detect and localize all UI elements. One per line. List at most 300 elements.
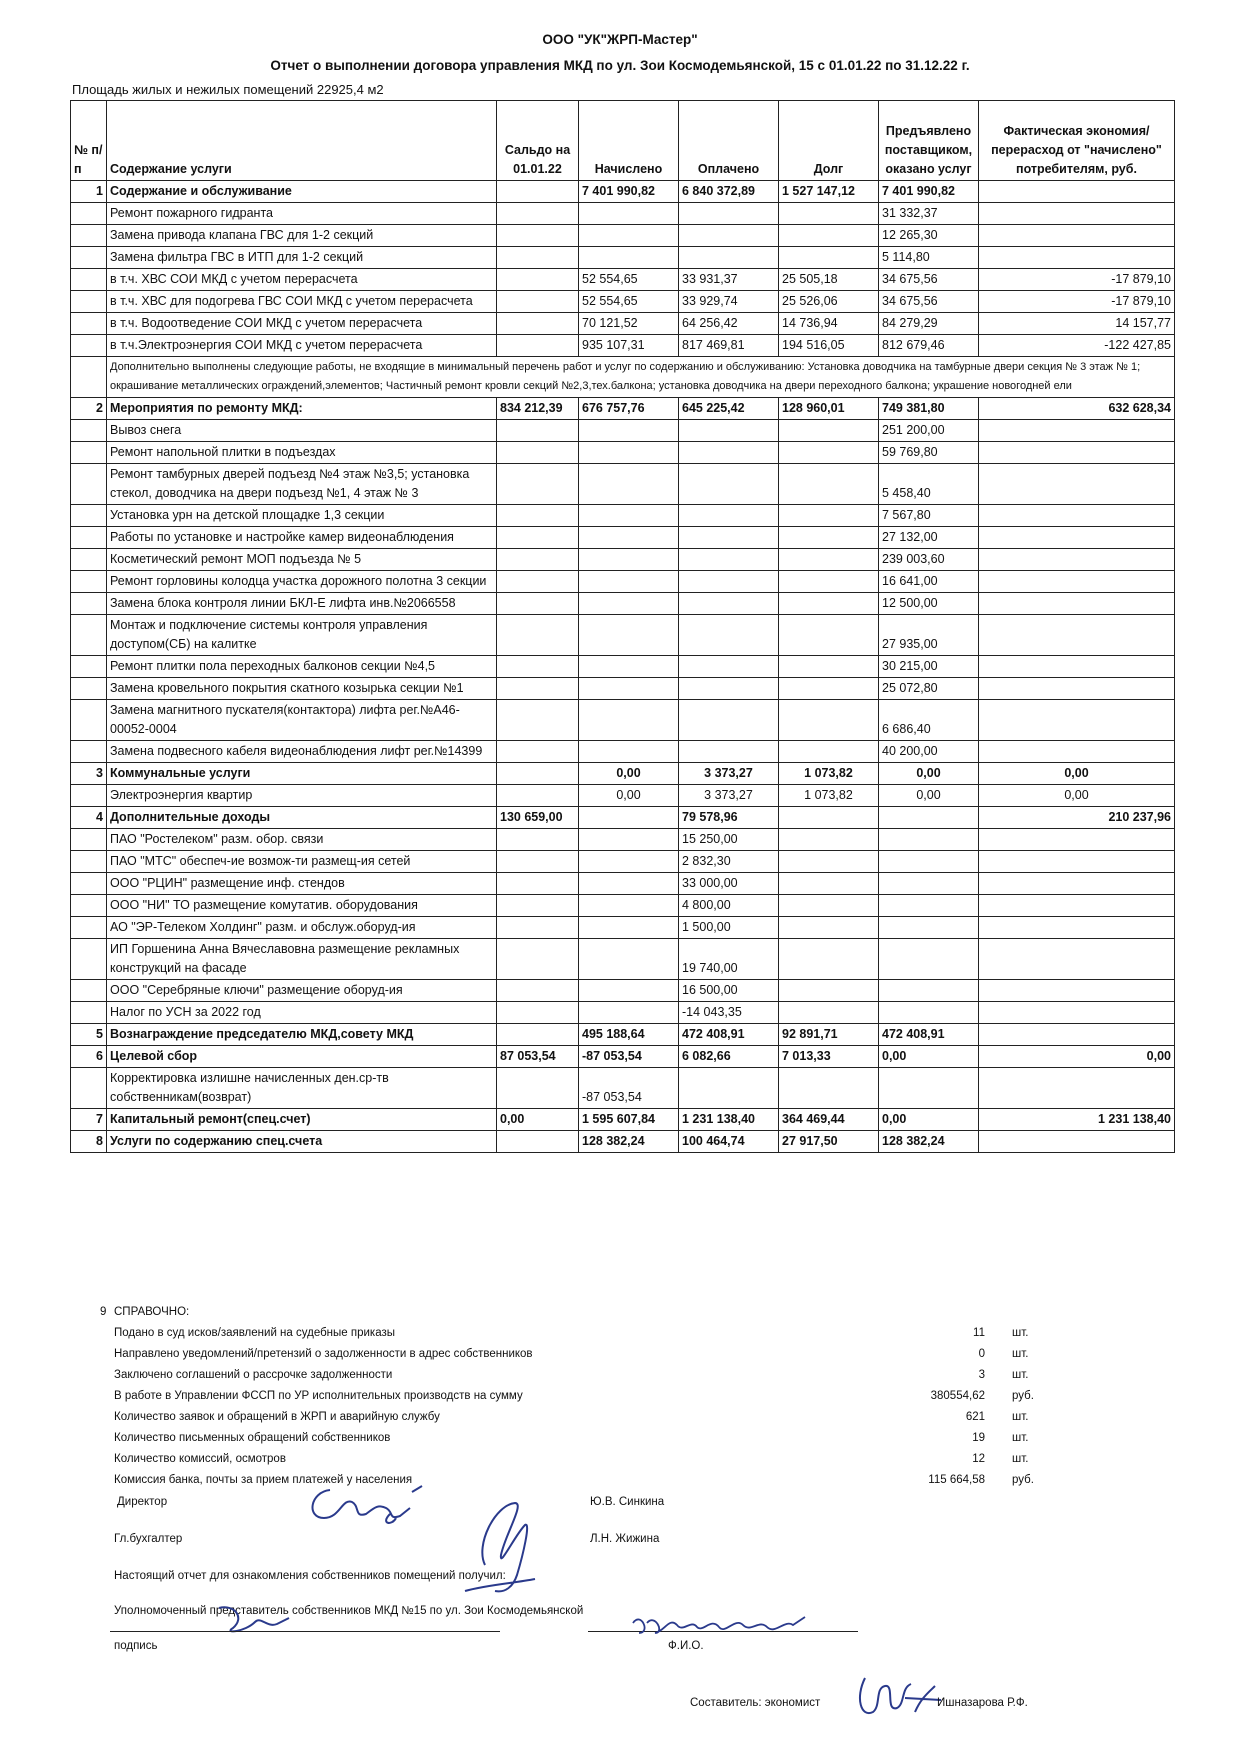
reference-item-unit: шт. xyxy=(1012,1348,1029,1360)
reference-item-unit: шт. xyxy=(1012,1453,1029,1465)
cell-debt: 194 516,05 xyxy=(779,335,879,357)
cell-actual xyxy=(979,203,1175,225)
cell-presented: 749 381,80 xyxy=(879,398,979,420)
cell-charged xyxy=(579,615,679,656)
reference-item-label: Подано в суд исков/заявлений на судебные приказы xyxy=(114,1327,396,1339)
cell-num: 5 xyxy=(71,1024,107,1046)
cell-name: Электроэнергия квартир xyxy=(107,785,497,807)
cell-num xyxy=(71,873,107,895)
cell-saldo xyxy=(497,1024,579,1046)
cell-actual xyxy=(979,895,1175,917)
cell-actual xyxy=(979,181,1175,203)
cell-paid: 79 578,96 xyxy=(679,807,779,829)
cell-charged xyxy=(579,678,679,700)
cell-name: Монтаж и подключение системы контроля управления доступом(СБ) на калитке xyxy=(107,615,497,656)
table-row xyxy=(71,203,1175,225)
report-table xyxy=(70,100,1175,1153)
cell-paid xyxy=(679,420,779,442)
reference-item-unit: шт. xyxy=(1012,1411,1029,1423)
director-label: Директор xyxy=(117,1496,168,1508)
cell-presented xyxy=(879,851,979,873)
cell-presented xyxy=(879,980,979,1002)
cell-debt: 92 891,71 xyxy=(779,1024,879,1046)
cell-name: Замена блока контроля линии БКЛ-Е лифта инв.№2066558 xyxy=(107,593,497,615)
cell-num xyxy=(71,527,107,549)
cell-paid: -14 043,35 xyxy=(679,1002,779,1024)
table-row xyxy=(71,571,1175,593)
director-name: Ю.В. Синкина xyxy=(590,1496,665,1508)
cell-presented: 812 679,46 xyxy=(879,335,979,357)
cell-presented: 0,00 xyxy=(879,1046,979,1068)
cell-debt xyxy=(779,851,879,873)
cell-paid: 100 464,74 xyxy=(679,1131,779,1153)
cell-saldo xyxy=(497,851,579,873)
cell-paid: 3 373,27 xyxy=(679,763,779,785)
cell-name: Ремонт плитки пола переходных балконов секции №4,5 xyxy=(107,656,497,678)
cell-paid: 1 231 138,40 xyxy=(679,1109,779,1131)
cell-num xyxy=(71,980,107,1002)
table-row xyxy=(71,1024,1175,1046)
cell-presented: 0,00 xyxy=(879,1109,979,1131)
cell-charged xyxy=(579,203,679,225)
cell-paid xyxy=(679,505,779,527)
cell-saldo xyxy=(497,269,579,291)
cell-saldo xyxy=(497,247,579,269)
cell-paid xyxy=(679,656,779,678)
cell-paid xyxy=(679,549,779,571)
cell-paid xyxy=(679,1068,779,1109)
col-actual-header: Фактическая экономия/перерасход от "начислено" потребителям, руб. xyxy=(979,101,1175,181)
cell-paid xyxy=(679,464,779,505)
cell-num xyxy=(71,656,107,678)
cell-num xyxy=(71,549,107,571)
cell-name: в т.ч. ХВС для подогрева ГВС СОИ МКД с учетом перерасчета xyxy=(107,291,497,313)
compiler-label: Составитель: экономист xyxy=(690,1697,821,1709)
table-row xyxy=(71,225,1175,247)
cell-presented: 16 641,00 xyxy=(879,571,979,593)
cell-debt xyxy=(779,939,879,980)
cell-paid: 16 500,00 xyxy=(679,980,779,1002)
cell-charged xyxy=(579,225,679,247)
fio-caption: Ф.И.О. xyxy=(668,1640,704,1652)
cell-presented: 239 003,60 xyxy=(879,549,979,571)
cell-num xyxy=(71,851,107,873)
cell-debt: 1 073,82 xyxy=(779,763,879,785)
cell-saldo xyxy=(497,1002,579,1024)
cell-debt: 25 526,06 xyxy=(779,291,879,313)
cell-name: Замена привода клапана ГВС для 1-2 секций xyxy=(107,225,497,247)
cell-presented: 40 200,00 xyxy=(879,741,979,763)
cell-presented: 6 686,40 xyxy=(879,700,979,741)
cell-name: Корректировка излишне начисленных ден.ср-тв собственникам(возврат) xyxy=(107,1068,497,1109)
cell-debt: 364 469,44 xyxy=(779,1109,879,1131)
acknowledgement-text: Настоящий отчет для ознакомления собственников помещений получил: xyxy=(114,1570,506,1582)
cell-charged xyxy=(579,851,679,873)
cell-charged: 52 554,65 xyxy=(579,291,679,313)
representative-handwritten-name xyxy=(625,1605,815,1641)
cell-saldo xyxy=(497,203,579,225)
table-row xyxy=(71,527,1175,549)
cell-saldo xyxy=(497,1131,579,1153)
note-empty-cell xyxy=(71,357,107,398)
table-row xyxy=(71,1068,1175,1109)
table-row xyxy=(71,593,1175,615)
reference-item-value: 380554,62 xyxy=(930,1390,985,1402)
cell-charged xyxy=(579,917,679,939)
cell-presented xyxy=(879,917,979,939)
reference-item-value: 12 xyxy=(972,1453,985,1465)
cell-num: 8 xyxy=(71,1131,107,1153)
cell-charged: 7 401 990,82 xyxy=(579,181,679,203)
signature-line xyxy=(110,1631,500,1632)
cell-presented: 0,00 xyxy=(879,785,979,807)
table-row xyxy=(71,442,1175,464)
table-row xyxy=(71,464,1175,505)
cell-debt xyxy=(779,420,879,442)
cell-actual xyxy=(979,851,1175,873)
cell-debt xyxy=(779,917,879,939)
cell-num: 2 xyxy=(71,398,107,420)
cell-debt: 14 736,94 xyxy=(779,313,879,335)
cell-debt xyxy=(779,700,879,741)
cell-charged: 128 382,24 xyxy=(579,1131,679,1153)
cell-presented: 5 114,80 xyxy=(879,247,979,269)
cell-saldo xyxy=(497,895,579,917)
table-row xyxy=(71,829,1175,851)
cell-debt: 7 013,33 xyxy=(779,1046,879,1068)
reference-item xyxy=(100,1369,1040,1390)
cell-name: АО "ЭР-Телеком Холдинг" разм. и обслуж.оборуд-ия xyxy=(107,917,497,939)
cell-saldo xyxy=(497,763,579,785)
cell-actual: 0,00 xyxy=(979,785,1175,807)
cell-actual xyxy=(979,442,1175,464)
accountant-name: Л.Н. Жижина xyxy=(590,1533,660,1545)
table-row xyxy=(71,398,1175,420)
reference-title: СПРАВОЧНО: xyxy=(114,1306,190,1318)
cell-paid: 645 225,42 xyxy=(679,398,779,420)
cell-debt: 27 917,50 xyxy=(779,1131,879,1153)
cell-num xyxy=(71,505,107,527)
cell-name: Ремонт тамбурных дверей подъезд №4 этаж №3,5; установка стекол, доводчика на двери подъезд №1, 4 этаж № 3 xyxy=(107,464,497,505)
cell-name: Замена кровельного покрытия скатного козырька секции №1 xyxy=(107,678,497,700)
cell-paid: 6 840 372,89 xyxy=(679,181,779,203)
table-row xyxy=(71,1109,1175,1131)
cell-num xyxy=(71,203,107,225)
cell-presented: 0,00 xyxy=(879,763,979,785)
cell-saldo: 0,00 xyxy=(497,1109,579,1131)
cell-actual xyxy=(979,741,1175,763)
cell-num xyxy=(71,939,107,980)
reference-item-label: Заключено соглашений о рассрочке задолженности xyxy=(114,1369,393,1381)
reference-item xyxy=(100,1432,1040,1453)
cell-debt: 1 527 147,12 xyxy=(779,181,879,203)
cell-name: ПАО "Ростелеком" разм. обор. связи xyxy=(107,829,497,851)
cell-charged: 0,00 xyxy=(579,763,679,785)
cell-charged xyxy=(579,895,679,917)
cell-name: ИП Горшенина Анна Вячеславовна размещение рекламных конструкций на фасаде xyxy=(107,939,497,980)
cell-charged: -87 053,54 xyxy=(579,1068,679,1109)
cell-actual xyxy=(979,700,1175,741)
table-row xyxy=(71,851,1175,873)
cell-paid xyxy=(679,700,779,741)
reference-item-value: 115 664,58 xyxy=(928,1474,985,1486)
cell-saldo: 87 053,54 xyxy=(497,1046,579,1068)
cell-presented: 12 500,00 xyxy=(879,593,979,615)
col-presented-header: Предъявлено поставщиком, оказано услуг xyxy=(879,101,979,181)
reference-item-unit: руб. xyxy=(1012,1474,1034,1486)
cell-num xyxy=(71,571,107,593)
cell-name: Дополнительные доходы xyxy=(107,807,497,829)
cell-actual xyxy=(979,939,1175,980)
compiler-signature xyxy=(845,1668,945,1723)
cell-saldo xyxy=(497,527,579,549)
cell-saldo xyxy=(497,700,579,741)
cell-name: Косметический ремонт МОП подъезда № 5 xyxy=(107,549,497,571)
cell-saldo xyxy=(497,741,579,763)
cell-num xyxy=(71,225,107,247)
cell-debt xyxy=(779,505,879,527)
cell-presented: 30 215,00 xyxy=(879,656,979,678)
cell-saldo: 130 659,00 xyxy=(497,807,579,829)
cell-name: в т.ч. Водоотведение СОИ МКД с учетом перерасчета xyxy=(107,313,497,335)
cell-name: Ремонт пожарного гидранта xyxy=(107,203,497,225)
cell-paid: 1 500,00 xyxy=(679,917,779,939)
report-title: Отчет о выполнении договора управления МКД по ул. Зои Космодемьянской, 15 с 01.01.22 по 31.12.22 г. xyxy=(270,58,970,73)
cell-charged xyxy=(579,807,679,829)
cell-saldo xyxy=(497,335,579,357)
cell-debt xyxy=(779,741,879,763)
cell-debt: 1 073,82 xyxy=(779,785,879,807)
cell-debt xyxy=(779,1002,879,1024)
cell-presented xyxy=(879,895,979,917)
cell-num: 1 xyxy=(71,181,107,203)
cell-paid xyxy=(679,741,779,763)
cell-charged xyxy=(579,593,679,615)
cell-charged xyxy=(579,980,679,1002)
cell-debt xyxy=(779,829,879,851)
cell-charged xyxy=(579,571,679,593)
reference-item xyxy=(100,1348,1040,1369)
table-row xyxy=(71,335,1175,357)
cell-paid: 33 000,00 xyxy=(679,873,779,895)
representative-text: Уполномоченный представитель собственников МКД №15 по ул. Зои Космодемьянской xyxy=(114,1605,584,1617)
cell-saldo xyxy=(497,291,579,313)
table-row xyxy=(71,291,1175,313)
reference-item-label: В работе в Управлении ФССП по УР исполнительных производств на сумму xyxy=(114,1390,523,1402)
cell-charged xyxy=(579,873,679,895)
table-row xyxy=(71,269,1175,291)
cell-num: 7 xyxy=(71,1109,107,1131)
cell-debt xyxy=(779,247,879,269)
cell-actual xyxy=(979,593,1175,615)
table-row xyxy=(71,741,1175,763)
table-row xyxy=(71,980,1175,1002)
cell-debt xyxy=(779,442,879,464)
cell-name: ООО "НИ" ТО размещение комутатив. оборудования xyxy=(107,895,497,917)
cell-paid: 19 740,00 xyxy=(679,939,779,980)
cell-actual: -17 879,10 xyxy=(979,269,1175,291)
cell-paid: 33 929,74 xyxy=(679,291,779,313)
cell-presented: 25 072,80 xyxy=(879,678,979,700)
cell-name: Мероприятия по ремонту МКД: xyxy=(107,398,497,420)
table-row xyxy=(71,505,1175,527)
cell-presented xyxy=(879,1068,979,1109)
cell-num xyxy=(71,829,107,851)
cell-charged xyxy=(579,505,679,527)
cell-charged xyxy=(579,527,679,549)
cell-debt: 128 960,01 xyxy=(779,398,879,420)
table-row xyxy=(71,656,1175,678)
cell-name: Установка урн на детской площадке 1,3 секции xyxy=(107,505,497,527)
cell-num xyxy=(71,442,107,464)
cell-num xyxy=(71,895,107,917)
cell-charged xyxy=(579,247,679,269)
cell-charged xyxy=(579,741,679,763)
table-row xyxy=(71,785,1175,807)
cell-name: Замена магнитного пускателя(контактора) лифта рег.№А46-00052-0004 xyxy=(107,700,497,741)
cell-actual: 14 157,77 xyxy=(979,313,1175,335)
cell-name: Работы по установке и настройке камер видеонаблюдения xyxy=(107,527,497,549)
cell-actual: 0,00 xyxy=(979,763,1175,785)
area-line: Площадь жилых и нежилых помещений 22925,4 м2 xyxy=(72,82,384,97)
cell-saldo xyxy=(497,829,579,851)
col-paid-header: Оплачено xyxy=(679,101,779,181)
cell-num xyxy=(71,917,107,939)
cell-debt xyxy=(779,656,879,678)
table-row xyxy=(71,1046,1175,1068)
col-charged-header: Начислено xyxy=(579,101,679,181)
cell-charged xyxy=(579,656,679,678)
reference-item-label: Количество письменных обращений собственников xyxy=(114,1432,391,1444)
cell-actual xyxy=(979,615,1175,656)
cell-saldo xyxy=(497,873,579,895)
reference-item-label: Комиссия банка, почты за прием платежей у населения xyxy=(114,1474,413,1486)
cell-saldo xyxy=(497,678,579,700)
cell-num xyxy=(71,335,107,357)
cell-num xyxy=(71,247,107,269)
cell-paid: 817 469,81 xyxy=(679,335,779,357)
cell-charged xyxy=(579,464,679,505)
cell-saldo xyxy=(497,505,579,527)
cell-actual xyxy=(979,1002,1175,1024)
cell-name: Коммунальные услуги xyxy=(107,763,497,785)
reference-item-value: 621 xyxy=(965,1411,985,1423)
cell-debt xyxy=(779,1068,879,1109)
cell-presented: 34 675,56 xyxy=(879,291,979,313)
cell-saldo xyxy=(497,571,579,593)
cell-paid xyxy=(679,442,779,464)
cell-presented xyxy=(879,807,979,829)
cell-presented: 27 132,00 xyxy=(879,527,979,549)
cell-actual: 210 237,96 xyxy=(979,807,1175,829)
cell-presented: 251 200,00 xyxy=(879,420,979,442)
cell-presented: 5 458,40 xyxy=(879,464,979,505)
cell-debt xyxy=(779,593,879,615)
cell-actual: 1 231 138,40 xyxy=(979,1109,1175,1131)
cell-name: Услуги по содержанию спец.счета xyxy=(107,1131,497,1153)
cell-name: в т.ч.Электроэнергия СОИ МКД с учетом перерасчета xyxy=(107,335,497,357)
cell-saldo xyxy=(497,181,579,203)
table-row xyxy=(71,549,1175,571)
cell-name: ПАО "МТС" обеспеч-ие возмож-ти размещ-ия сетей xyxy=(107,851,497,873)
cell-charged: 935 107,31 xyxy=(579,335,679,357)
cell-actual xyxy=(979,1068,1175,1109)
cell-charged: 0,00 xyxy=(579,785,679,807)
cell-actual xyxy=(979,1131,1175,1153)
cell-presented: 34 675,56 xyxy=(879,269,979,291)
cell-debt xyxy=(779,203,879,225)
cell-debt xyxy=(779,571,879,593)
cell-name: ООО "Серебряные ключи" размещение оборуд-ия xyxy=(107,980,497,1002)
cell-saldo xyxy=(497,939,579,980)
cell-saldo xyxy=(497,917,579,939)
cell-num: 6 xyxy=(71,1046,107,1068)
reference-section xyxy=(100,1306,1040,1495)
director-signature xyxy=(300,1478,430,1528)
cell-name: Капитальный ремонт(спец.счет) xyxy=(107,1109,497,1131)
cell-charged: 52 554,65 xyxy=(579,269,679,291)
col-debt-header: Долг xyxy=(779,101,879,181)
table-row xyxy=(71,1002,1175,1024)
reference-item-value: 3 xyxy=(978,1369,985,1381)
cell-debt xyxy=(779,615,879,656)
cell-debt xyxy=(779,895,879,917)
signature-caption: подпись xyxy=(114,1640,158,1652)
cell-actual xyxy=(979,527,1175,549)
cell-name: ООО "РЦИН" размещение инф. стендов xyxy=(107,873,497,895)
cell-actual xyxy=(979,505,1175,527)
reference-item-label: Количество заявок и обращений в ЖРП и аварийную службу xyxy=(114,1411,440,1423)
cell-presented xyxy=(879,829,979,851)
accountant-label: Гл.бухгалтер xyxy=(114,1533,183,1545)
col-name-header: Содержание услуги xyxy=(107,101,497,181)
reference-item-value: 11 xyxy=(973,1327,985,1339)
cell-actual xyxy=(979,656,1175,678)
cell-paid: 3 373,27 xyxy=(679,785,779,807)
cell-presented: 84 279,29 xyxy=(879,313,979,335)
table-row xyxy=(71,181,1175,203)
cell-actual: -122 427,85 xyxy=(979,335,1175,357)
cell-paid xyxy=(679,615,779,656)
cell-num xyxy=(71,1068,107,1109)
cell-name: Целевой сбор xyxy=(107,1046,497,1068)
cell-num xyxy=(71,593,107,615)
cell-charged xyxy=(579,420,679,442)
reference-item xyxy=(100,1453,1040,1474)
cell-debt: 25 505,18 xyxy=(779,269,879,291)
table-row xyxy=(71,700,1175,741)
cell-charged: -87 053,54 xyxy=(579,1046,679,1068)
cell-actual: -17 879,10 xyxy=(979,291,1175,313)
reference-item-label: Количество комиссий, осмотров xyxy=(114,1453,286,1465)
cell-presented: 31 332,37 xyxy=(879,203,979,225)
table-row xyxy=(71,615,1175,656)
reference-item-value: 0 xyxy=(978,1348,985,1360)
cell-saldo xyxy=(497,615,579,656)
cell-presented xyxy=(879,1002,979,1024)
cell-name: в т.ч. ХВС СОИ МКД с учетом перерасчета xyxy=(107,269,497,291)
table-row xyxy=(71,1131,1175,1153)
cell-paid: 6 082,66 xyxy=(679,1046,779,1068)
table-row xyxy=(71,313,1175,335)
cell-num xyxy=(71,785,107,807)
cell-charged: 676 757,76 xyxy=(579,398,679,420)
table-row xyxy=(71,763,1175,785)
cell-paid xyxy=(679,203,779,225)
cell-presented xyxy=(879,939,979,980)
cell-saldo xyxy=(497,420,579,442)
cell-actual: 632 628,34 xyxy=(979,398,1175,420)
